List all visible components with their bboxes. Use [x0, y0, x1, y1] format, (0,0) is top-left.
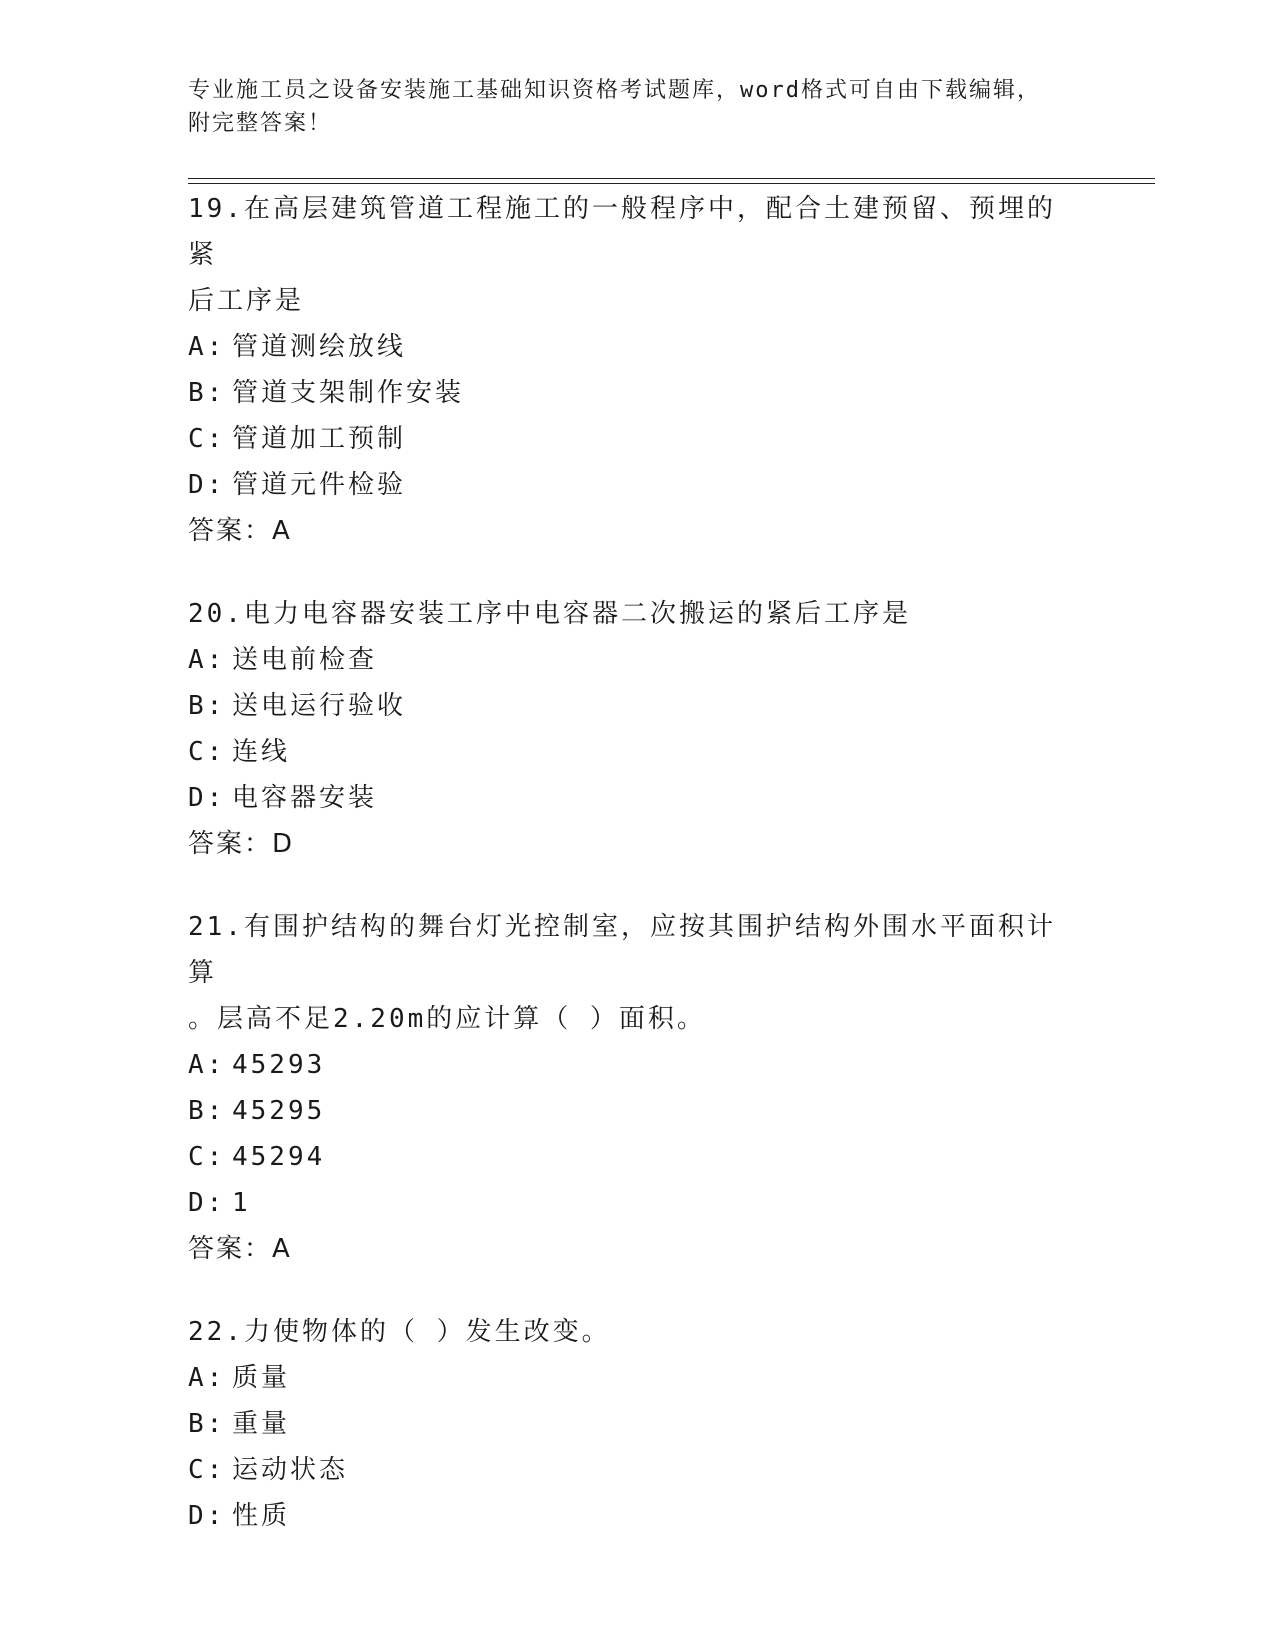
- option-key: A:: [188, 1050, 226, 1080]
- option-key: D:: [188, 470, 226, 500]
- option-d: [188, 462, 1088, 508]
- option-key: D:: [188, 1188, 226, 1218]
- option-key: A:: [188, 645, 226, 675]
- answer-line: 答案：A: [188, 516, 292, 546]
- option-text: 送电运行验收: [232, 691, 407, 721]
- option-key: B:: [188, 378, 226, 408]
- question-stem-line: 20.电力电容器安装工序中电容器二次搬运的紧后工序是: [188, 599, 911, 629]
- question-stem-line: 19.在高层建筑管道工程施工的一般程序中，配合土建预留、预埋的紧: [188, 194, 1056, 270]
- question-stem: [188, 591, 1078, 637]
- option-d: [188, 775, 1088, 821]
- option-text: 管道测绘放线: [232, 332, 407, 362]
- question-stem-line: 22.力使物体的（ ）发生改变。: [188, 1317, 611, 1347]
- question-22: [188, 1309, 1088, 1539]
- answer-line: 答案：A: [188, 1234, 292, 1264]
- option-text: 管道支架制作安装: [232, 378, 465, 408]
- option-text: 45295: [232, 1096, 326, 1126]
- option-b: [188, 1401, 1088, 1447]
- option-key: D:: [188, 1501, 226, 1531]
- option-a: [188, 1042, 1088, 1088]
- option-text: 1: [232, 1188, 251, 1218]
- header-line-1: 专业施工员之设备安装施工基础知识资格考试题库，word格式可自由下载编辑，: [188, 78, 1041, 103]
- question-20: [188, 591, 1088, 867]
- question-stem-line: 21.有围护结构的舞台灯光控制室，应按其围护结构外围水平面积计算: [188, 912, 1056, 988]
- option-text: 运动状态: [232, 1455, 349, 1485]
- option-b: [188, 683, 1088, 729]
- option-a: [188, 637, 1088, 683]
- option-text: 重量: [232, 1409, 291, 1439]
- option-a: [188, 1355, 1088, 1401]
- option-c: [188, 729, 1088, 775]
- option-key: C:: [188, 1142, 226, 1172]
- header-rule-top: [188, 178, 1155, 179]
- option-d: [188, 1493, 1088, 1539]
- header-rule-bottom: [188, 183, 1155, 184]
- option-key: A:: [188, 1363, 226, 1393]
- document-header: [188, 74, 1088, 140]
- option-text: 连线: [232, 737, 291, 767]
- option-key: D:: [188, 783, 226, 813]
- option-b: [188, 370, 1088, 416]
- option-key: B:: [188, 1409, 226, 1439]
- option-a: [188, 324, 1088, 370]
- question-stem: [188, 1309, 1078, 1355]
- option-text: 45293: [232, 1050, 326, 1080]
- option-d: [188, 1180, 1088, 1226]
- option-key: C:: [188, 737, 226, 767]
- question-stem: [188, 186, 1078, 324]
- question-stem-line: 。层高不足2.20m的应计算（ ）面积。: [188, 1004, 706, 1034]
- answer-line: 答案：D: [188, 829, 295, 859]
- question-21: [188, 904, 1088, 1272]
- option-key: A:: [188, 332, 226, 362]
- option-text: 性质: [232, 1501, 291, 1531]
- option-text: 质量: [232, 1363, 291, 1393]
- option-key: B:: [188, 1096, 226, 1126]
- option-c: [188, 416, 1088, 462]
- option-key: B:: [188, 691, 226, 721]
- option-c: [188, 1447, 1088, 1493]
- question-19: [188, 186, 1088, 554]
- option-b: [188, 1088, 1088, 1134]
- option-text: 管道元件检验: [232, 470, 407, 500]
- option-text: 送电前检查: [232, 645, 378, 675]
- option-text: 45294: [232, 1142, 326, 1172]
- question-stem: [188, 904, 1078, 1042]
- option-c: [188, 1134, 1088, 1180]
- option-text: 管道加工预制: [232, 424, 407, 454]
- option-key: C:: [188, 1455, 226, 1485]
- question-list: [188, 186, 1088, 1576]
- question-stem-line: 后工序是: [188, 286, 305, 316]
- option-text: 电容器安装: [232, 783, 378, 813]
- header-line-2: 附完整答案！: [188, 111, 333, 136]
- option-key: C:: [188, 424, 226, 454]
